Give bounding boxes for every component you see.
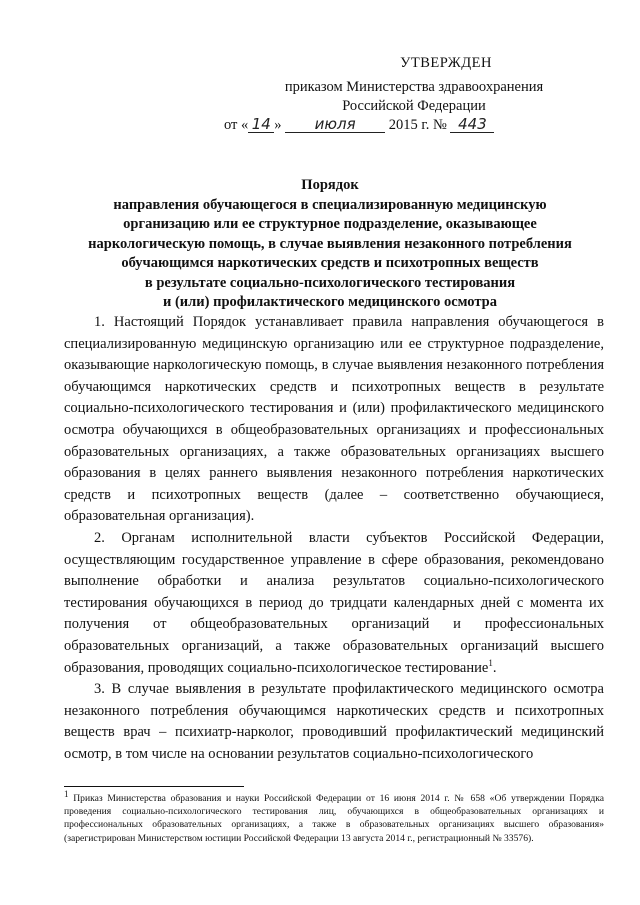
paragraph-2-text: 2. Органам исполнительной власти субъектов Российской Федерации, осуществляющим государственное управление в сфере образования, рекомендовано выполнение обработки и анализа результатов социально-психологического тестирования обучающихся в период до тридцати календарных дней с момента их получения от общеобразовательных организаций и профессиональных образовательных организаций, а также образовательных организаций высшего образования, проводящих социально-психологическое тестирование bbox=[64, 529, 604, 676]
date-year: 2015 г. № bbox=[388, 117, 447, 133]
paragraph-2-end: . bbox=[492, 659, 497, 676]
approval-line-country: Российской Федерации bbox=[342, 98, 486, 114]
approval-date-line bbox=[224, 116, 604, 134]
paragraph-2 bbox=[64, 528, 604, 679]
document-title bbox=[50, 176, 610, 313]
paragraph-1: 1. Настоящий Порядок устанавливает правила направления обучающегося в специализированную медицинскую организацию или ее структурное подразделение, оказывающие наркологическую помощь, в случае выявления незаконного потребления обучающимся наркотических средств и психотропных веществ в результате социально-психологического тестирования и (или) профилактического медицинского осмотра обучающихся в общеобразовательных организациях и профессиональных образовательных организациях, а также образовательных организациях высшего образования в целях раннего выявления незаконного потребления наркотических средств и психотропных веществ (далее – соответственно обучающиеся, образовательная организация). bbox=[64, 314, 604, 525]
title-line: обучающимся наркотических средств и психотропных веществ bbox=[121, 255, 539, 271]
document-body bbox=[64, 312, 604, 765]
title-line: Порядок bbox=[301, 177, 359, 193]
footnote-number: 1 bbox=[64, 788, 69, 799]
title-line: в результате социально-психологического тестирования bbox=[144, 274, 516, 291]
title-line: и (или) профилактического медицинского осмотра bbox=[163, 294, 497, 310]
footnote-divider bbox=[64, 786, 244, 787]
date-mid: » bbox=[274, 117, 282, 133]
footnote bbox=[64, 788, 604, 845]
date-prefix: от « bbox=[224, 117, 249, 133]
approval-heading: УТВЕРЖДЕН bbox=[400, 55, 492, 71]
handwritten-month: июля bbox=[285, 117, 385, 133]
handwritten-day: 14 bbox=[248, 117, 274, 133]
footnote-text: Приказ Министерства образования и науки Российской Федерации от 16 июня 2014 г. № 658 «Об утверждении Порядка проведения социально-психологического тестирования лиц, обучающихся в общеобразовательных организациях и профессиональных образовательных организациях, а также в образовательных организациях высшего образования» (зарегистрирован Министерством юстиции Российской Федерации 13 августа 2014 г., регистрационный № 33576). bbox=[64, 793, 604, 844]
title-line: организацию или ее структурное подразделение, оказывающее bbox=[123, 216, 537, 232]
paragraph-3: 3. В случае выявления в результате профилактического медицинского осмотра незаконного потребления обучающимся наркотических средств и психотропных веществ врач – психиатр-нарколог, проводивший профилактический медицинский осмотр, в том числе на основании результатов социально-психологического bbox=[64, 681, 604, 762]
handwritten-number: 443 bbox=[450, 117, 494, 133]
footnote-marker: 1 bbox=[488, 657, 493, 668]
approval-line-ministry: приказом Министерства здравоохранения bbox=[284, 79, 544, 95]
title-line: направления обучающегося в специализированную медицинскую bbox=[113, 196, 547, 213]
title-line: наркологическую помощь, в случае выявления незаконного потребления bbox=[88, 235, 572, 252]
